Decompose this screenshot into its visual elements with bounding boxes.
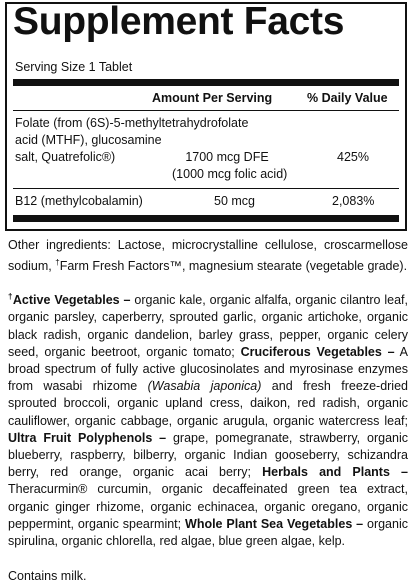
header-rule: [13, 110, 399, 111]
other-ingredients: Other ingredients: Lactose, microcrystalline cellulose, croscarmellose sodium, †Farm Fresh Factors™, magnesium stearate (vegetable grade).: [8, 238, 408, 274]
folate-name: Folate (from (6S)-5-methyltetrahydrofolate acid (MTHF), glucosamine salt, Quatrefolic®): [15, 116, 249, 164]
supplement-facts-panel: [5, 2, 407, 231]
blend-description: †Active Vegetables – organic kale, organic alfalfa, organic cilantro leaf, organic parsley, caperberry, sprouted garlic, organic artichoke, organic black radish, organic dandelion, barley grass, pepper, organic celery seed, organic beetroot, organic tomato; Cruciferous Vegetables – A broad spectrum of fully active glucosinolates and myrosinase enzymes from wasabi rhizome (Wasabia japonica) and fresh freeze-dried sprouted broccoli, organic upland cress, daikon, red radish, organic cauliflower, organic cabbage, organic arugula, organic watercress leaf; Ultra Fruit Polyphenols – grape, pomegranate, strawberry, organic blueberry, raspberry, bilberry, organic Indian gooseberry, schizandra berry, red orange, organic acai berry; Herbals and Plants – Theracurmin® curcumin, organic decaffeinated green tea extract, organic ginger rhizome, organic echinacea, organic oregano, organic peppermint, organic spearmint; Whole Plant Sea Vegetables – organic spirulina, organic chlorella, red algae, blue green algae, kelp.: [8, 292, 409, 548]
b12-amount: 50 mcg: [214, 194, 255, 208]
heading-herbals-and-plants: Herbals and Plants –: [262, 465, 408, 480]
panel-title: Supplement Facts: [13, 0, 345, 43]
row-rule: [13, 188, 399, 189]
b12-dv: 2,083%: [332, 194, 375, 208]
serving-size: Serving Size 1 Tablet: [15, 60, 133, 74]
heading-ultra-fruit-polyphenols: Ultra Fruit Polyphenols –: [8, 430, 167, 445]
thick-rule-bottom: [13, 215, 399, 222]
header-amount: Amount Per Serving: [152, 91, 273, 105]
heading-active-vegetables: Active Vegetables –: [12, 293, 131, 308]
thick-rule-top: [13, 79, 399, 86]
header-daily-value: % Daily Value: [307, 91, 388, 105]
b12-name: B12 (methylcobalamin): [15, 194, 143, 208]
allergen-statement: Contains milk.: [8, 569, 87, 583]
heading-whole-plant-sea-vegetables: Whole Plant Sea Vegetables –: [185, 516, 364, 531]
folate-dv: 425%: [337, 150, 369, 164]
heading-cruciferous-vegetables: Cruciferous Vegetables –: [240, 344, 395, 359]
folate-amount: 1700 mcg DFE (1000 mcg folic acid): [172, 150, 288, 181]
